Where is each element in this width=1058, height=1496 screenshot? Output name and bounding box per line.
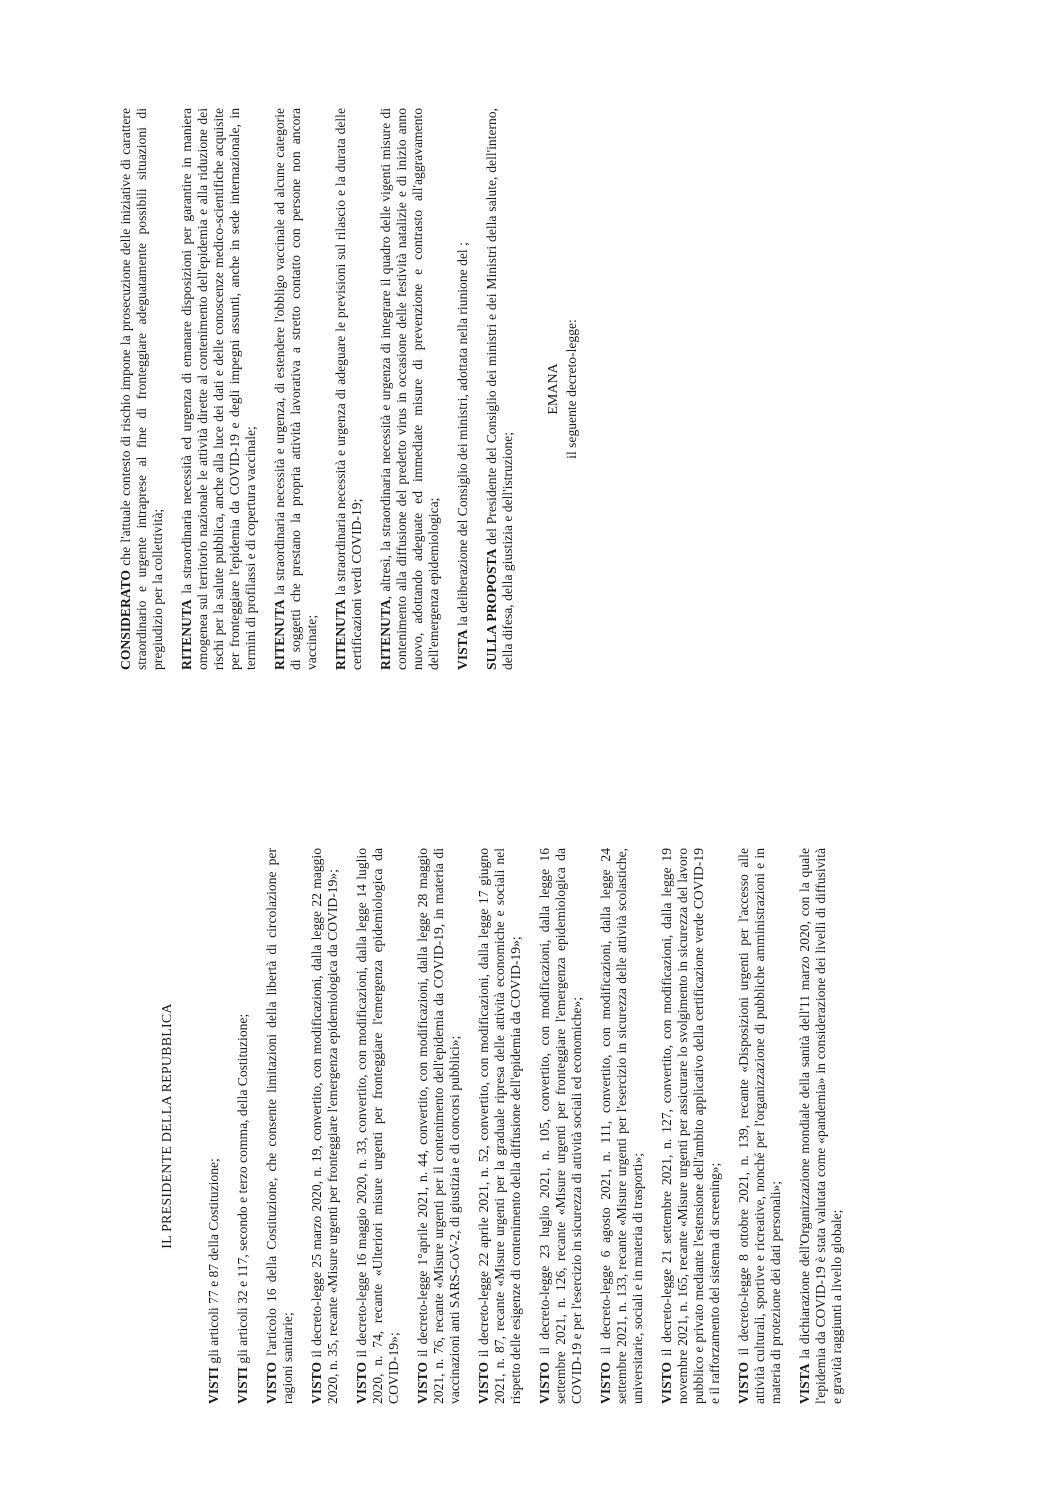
paragraph-text: il decreto-legge 25 marzo 2020, n. 19, convertito, con modificazioni, dalla legge 22 maggio 2020, n. 35, recante «Misure urgenti per fronteggiare l'emergenza epidemiologica da COVID-19»;	[309, 848, 340, 1404]
paragraph-text: gli articoli 77 e 87 della Costituzione;	[206, 1158, 221, 1367]
paragraph-keyword: RITENUTA	[333, 599, 348, 670]
paragraph	[537, 848, 585, 1404]
paragraph-keyword: RITENUTA	[179, 599, 194, 670]
left-page-half	[0, 748, 1058, 1496]
paragraph-keyword: VISTO	[309, 1361, 324, 1404]
paragraph	[378, 108, 442, 670]
paragraph	[179, 108, 259, 670]
paragraph-text: il decreto-legge 1°aprile 2021, n. 44, convertito, con modificazioni, dalla legge 28 maggio 2021, n. 76, recante «Misure urgenti per il contenimento dell'epidemia da COVID-19, in materia di vaccinazioni anti SARS-CoV-2, di giustizia e di concorsi pubblici»;	[415, 848, 462, 1404]
paragraph-keyword: VISTA	[797, 1363, 812, 1404]
paragraph-keyword: VISTI	[206, 1366, 221, 1404]
paragraph	[206, 848, 222, 1404]
document-heading: IL PRESIDENTE DELLA REPUBBLICA	[160, 1003, 175, 1249]
paragraph-keyword: VISTO	[354, 1361, 369, 1404]
paragraph-text: la straordinaria necessità e urgenza, di estendere l'obbligo vaccinale ad alcune categorie di soggetti che prestano la propria attività lavorativa a stretto contatto con persone non ancora vaccinate;	[272, 108, 319, 670]
paragraph	[415, 848, 463, 1404]
right-paragraph-list	[118, 108, 516, 670]
paragraph-text: l'articolo 16 della Costituzione, che consente limitazioni della libertà di circolazione per ragioni sanitarie;	[264, 848, 295, 1404]
paragraph-text: che l'attuale contesto di rischio impone la prosecuzione delle iniziative di carattere straordinario e urgente intraprese al fine di fronteggiare adeguatamente possibili situazioni di pregiudizio per la collettività;	[118, 108, 165, 670]
paragraph-text: la straordinaria necessità e urgenza di adeguare le previsioni sul rilascio e la durata delle certificazioni verdi COVID-19;	[333, 108, 364, 670]
paragraph-text: il decreto-legge 8 ottobre 2021, n. 139, recante «Disposizioni urgenti per l'accesso alle attività culturali, sportive e ricreative, nonché per l'organizzazione di pubbliche amministrazioni e in materia di protezione dei dati personali»;	[736, 848, 783, 1404]
enactment-subtitle: il seguente decreto-legge:	[564, 319, 579, 459]
paragraph-text: gli articoli 32 e 117, secondo e terzo comma, della Costituzione;	[235, 1013, 250, 1367]
paragraph-keyword: VISTO	[415, 1361, 430, 1404]
paragraph-text: la straordinaria necessità ed urgenza di emanare disposizioni per garantire in maniera omogenea sul territorio nazionale le attività dirette al contenimento dell'epidemia e alla riduzione dei rischi per la salute pubblica, anche alla luce dei dati e delle conoscenze medico-scientifiche acquisite per fronteggiare l'epidemia da COVID-19 e degli impegni assunti, anche in sede internazionale, in termini di profilassi e di copertura vaccinale;	[179, 108, 258, 670]
paragraph-text: il decreto-legge 16 maggio 2020, n. 33, convertito, con modificazioni, dalla legge 14 luglio 2020, n. 74, recante «Ulteriori misure urgenti per fronteggiare l'emergenza epidemiologica da COVID-19»;	[354, 848, 401, 1404]
paragraph	[476, 848, 524, 1404]
paragraph-keyword: RITENUTA	[272, 599, 287, 670]
paragraph-text: la dichiarazione dell'Organizzazione mondiale della sanità dell'11 marzo 2020, con la quale l'epidemia da COVID-19 è stata valutata come «pandemia» in considerazione dei livelli di diffusività e gravità raggiunti a livello globale;	[797, 848, 844, 1404]
paragraph-text: del Presidente del Consiglio dei ministri e dei Ministri della salute, dell'interno, della difesa, della giustizia e dell'istruzione;	[484, 108, 515, 670]
enactment-block	[546, 108, 580, 670]
paragraph	[598, 848, 646, 1404]
paragraph	[118, 108, 166, 670]
paragraph-text: il decreto-legge 22 aprile 2021, n. 52, convertito, con modificazioni, dalla legge 17 giugno 2021, n. 87, recante «Misure urgenti per la graduale ripresa delle attività economiche e sociali nel rispetto delle esigenze di contenimento della diffusione dell'epidemia da COVID-19»;	[476, 848, 523, 1404]
paragraph-keyword: VISTO	[736, 1361, 751, 1404]
left-paragraph-list	[206, 848, 845, 1404]
paragraph-keyword: VISTO	[659, 1361, 674, 1404]
paragraph	[455, 108, 471, 670]
paragraph	[797, 848, 845, 1404]
paragraph-text: la deliberazione del Consiglio dei ministri, adottata nella riunione del ;	[455, 242, 470, 630]
left-column	[160, 848, 858, 1404]
paragraph-text: il decreto-legge 23 luglio 2021, n. 105, convertito, con modificazioni, dalla legge 16 settembre 2021, n. 126, recante «Misure urgenti per fronteggiare l'emergenza epidemiologica da COVID-19 e per l'esercizio in sicurezza di attività sociali ed economiche»;	[537, 848, 584, 1404]
paragraph-keyword: VISTO	[476, 1361, 491, 1404]
paragraph	[333, 108, 365, 670]
paragraph	[309, 848, 341, 1404]
paragraph	[354, 848, 402, 1404]
paragraph	[264, 848, 296, 1404]
paragraph-keyword: CONSIDERATO	[118, 570, 133, 670]
paragraph	[235, 848, 251, 1404]
paragraph-text: il decreto-legge 6 agosto 2021, n. 111, convertito, con modificazioni, dalla legge 24 settembre 2021, n. 133, recante «Misure urgenti per l'esercizio in sicurezza delle attività scolastiche, universitarie, sociali e in materia di trasporti»;	[598, 848, 645, 1404]
paragraph-keyword: VISTI	[235, 1366, 250, 1404]
paragraph-keyword: RITENUTA	[378, 599, 393, 670]
paragraph-keyword: VISTO	[264, 1361, 279, 1404]
paragraph-keyword: VISTO	[598, 1361, 613, 1404]
paragraph	[736, 848, 784, 1404]
enactment-title: EMANA	[546, 363, 561, 415]
right-column	[118, 108, 580, 670]
paragraph-text: , altresì, la straordinaria necessità e urgenza di integrare il quadro delle vigenti misure di contenimento alla diffusione del predetto virus in occasione delle festività natalizie e di inizio anno nuovo, adottando adeguate ed immediate misure di prevenzione e contrasto all'aggravamento dell'emergenza epidemiologica;	[378, 108, 441, 670]
paragraph-keyword: VISTO	[537, 1361, 552, 1404]
paragraph-text: il decreto-legge 21 settembre 2021, n. 127, convertito, con modificazioni, dalla legge 19 novembre 2021, n. 165, recante «Misure urgenti per assicurare lo svolgimento in sicurezza del lavoro pubblico e privato mediante l'estensione dell'ambito applicativo della certificazione verde COVID-19 e il rafforzamento del sistema di screening»;	[659, 848, 722, 1404]
paragraph-keyword: VISTA	[455, 629, 470, 670]
paragraph	[659, 848, 723, 1404]
paragraph	[272, 108, 320, 670]
paragraph-keyword: SULLA PROPOSTA	[484, 548, 499, 670]
paragraph	[484, 108, 516, 670]
